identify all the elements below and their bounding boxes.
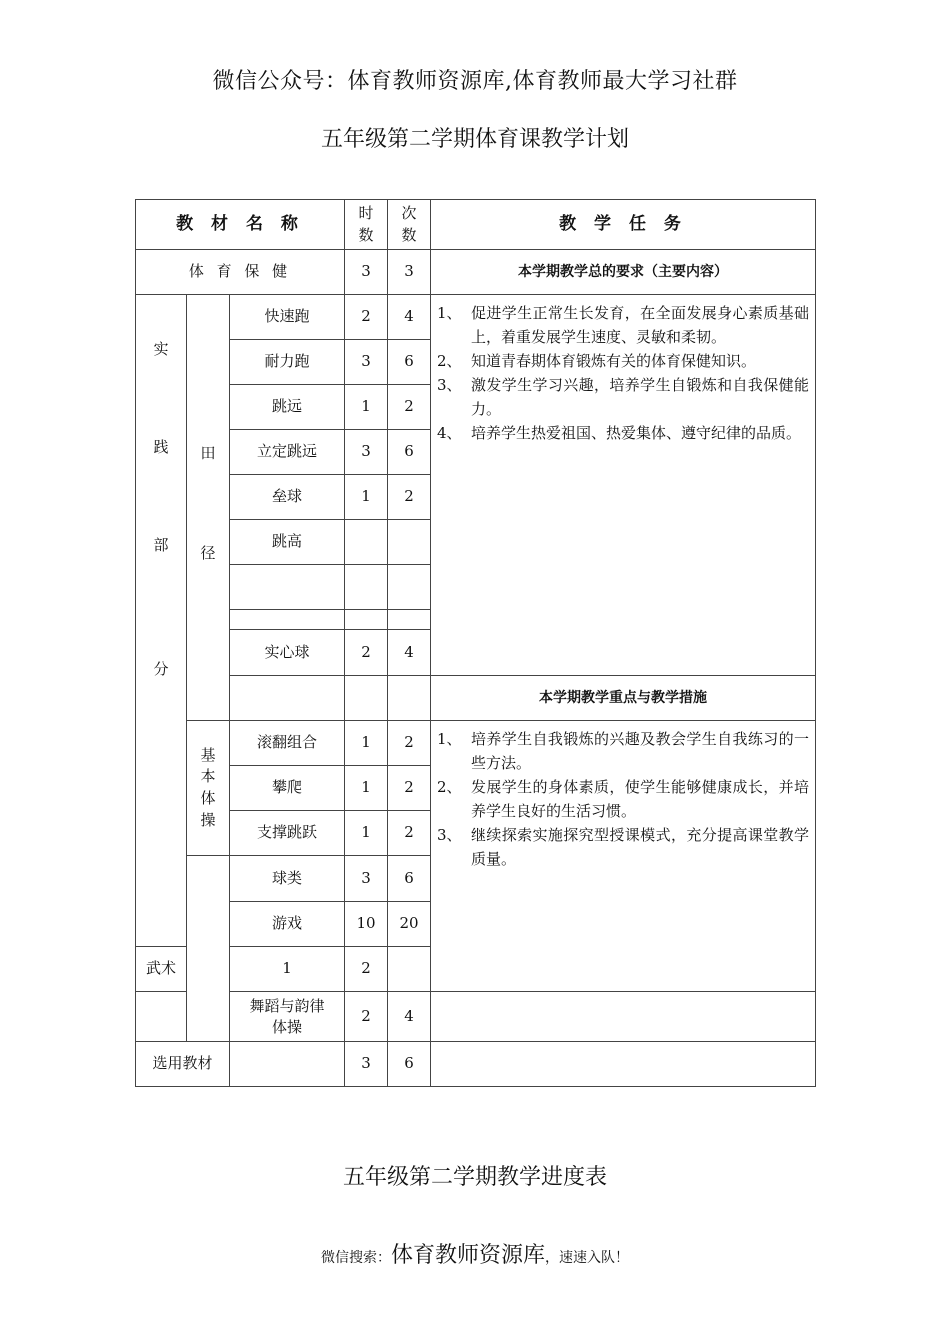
header-times: 次 数 [388, 200, 431, 250]
header-task: 教 学 任 务 [431, 200, 816, 250]
header-material: 教 材 名 称 [136, 200, 345, 250]
empty-cell [230, 676, 345, 721]
empty-cell [431, 1042, 816, 1087]
item-name: 舞蹈与韵律 体操 [230, 992, 345, 1042]
item-name: 滚翻组合 [230, 721, 345, 766]
item-name: 球类 [230, 856, 345, 902]
elective-label: 选用教材 [136, 1042, 230, 1087]
item-times: 2 [388, 721, 431, 766]
gymnastics-label: 基 本 体 操 [187, 721, 230, 856]
table-row [136, 1042, 816, 1087]
item-times: 2 [388, 475, 431, 520]
table-row [136, 250, 816, 295]
item-times: 6 [388, 340, 431, 385]
item-name: 快速跑 [230, 295, 345, 340]
teaching-plan-table [135, 199, 816, 1087]
practice-char: 部 [153, 536, 169, 554]
footer-name: 体育教师资源库 [390, 1243, 545, 1268]
practice-section-label [136, 295, 187, 947]
list-item: 3、 继续探索实施探究型授课模式，充分提高课堂教学质量。 [437, 826, 809, 868]
schedule-title: 五年级第二学期教学进度表 [342, 1165, 607, 1190]
item-hours: 10 [345, 902, 388, 947]
practice-char: 分 [153, 660, 169, 678]
item-hours: 1 [345, 475, 388, 520]
empty-cell [345, 676, 388, 721]
item-times: 4 [388, 295, 431, 340]
others-label [187, 856, 230, 1042]
item-hours: 1 [345, 385, 388, 430]
item-name: 立定跳远 [230, 430, 345, 475]
item-hours [345, 610, 388, 630]
item-name: 攀爬 [230, 766, 345, 811]
item-name: 支撑跳跃 [230, 811, 345, 856]
item-name: 武术 [136, 947, 187, 992]
item-times: 4 [388, 630, 431, 676]
practice-char: 实 [153, 340, 169, 358]
item-times [388, 610, 431, 630]
athletics-char: 径 [200, 544, 216, 562]
item-hours: 3 [345, 430, 388, 475]
item-times: 2 [388, 385, 431, 430]
task-heading-measures: 本学期教学重点与教学措施 [431, 676, 816, 721]
health-label: 体 育 保 健 [136, 250, 345, 295]
item-times: 2 [345, 947, 388, 992]
list-item: 2、 发展学生的身体素质，使学生能够健康成长，并培养学生良好的生活习惯。 [437, 778, 809, 820]
table-row [136, 721, 816, 766]
item-name: 耐力跑 [230, 340, 345, 385]
elective-hours: 3 [345, 1042, 388, 1087]
item-times: 2 [388, 811, 431, 856]
health-times: 3 [388, 250, 431, 295]
item-name [230, 610, 345, 630]
item-times: 2 [388, 766, 431, 811]
document-title: 五年级第二学期体育课教学计划 [320, 127, 629, 152]
item-hours: 2 [345, 295, 388, 340]
item-hours: 2 [345, 992, 388, 1042]
requirements-cell [431, 295, 816, 676]
empty-cell [431, 992, 816, 1042]
item-times: 6 [388, 430, 431, 475]
item-times: 4 [388, 992, 431, 1042]
health-hours: 3 [345, 250, 388, 295]
list-item: 3、 激发学生学习兴趣，培养学生自锻炼和自我保健能力。 [437, 376, 809, 418]
table-row [136, 295, 816, 340]
footer-prefix: 微信搜索： [320, 1250, 391, 1266]
item-name: 跳高 [230, 520, 345, 565]
item-times [388, 565, 431, 610]
task-heading-requirements: 本学期教学总的要求（主要内容） [431, 250, 816, 295]
footer [0, 1238, 950, 1269]
item-name: 实心球 [230, 630, 345, 676]
athletics-label [187, 295, 230, 721]
item-hours: 1 [345, 811, 388, 856]
item-hours: 2 [345, 630, 388, 676]
table-row [136, 992, 816, 1042]
item-hours: 1 [230, 947, 345, 992]
list-item: 2、 知道青春期体育锻炼有关的体育保健知识。 [437, 352, 757, 370]
item-hours: 3 [345, 856, 388, 902]
athletics-char: 田 [200, 444, 216, 462]
empty-cell [388, 676, 431, 721]
empty-cell [136, 992, 187, 1042]
practice-char: 践 [153, 438, 169, 456]
item-hours: 1 [345, 766, 388, 811]
item-hours [345, 520, 388, 565]
item-times: 20 [388, 902, 431, 947]
table-row [136, 676, 816, 721]
measures-list [437, 727, 809, 871]
item-name: 游戏 [230, 902, 345, 947]
item-hours: 3 [345, 340, 388, 385]
measures-cell [431, 721, 816, 992]
header-line: 微信公众号：体育教师资源库,体育教师最大学习社群 [212, 69, 738, 94]
item-name [230, 565, 345, 610]
list-item: 4、 培养学生热爱祖国、热爱集体、遵守纪律的品质。 [437, 424, 802, 442]
item-times [388, 520, 431, 565]
item-hours: 1 [345, 721, 388, 766]
footer-suffix: ，速速入队！ [545, 1250, 629, 1266]
item-name: 垒球 [230, 475, 345, 520]
table-header-row [136, 200, 816, 250]
elective-times: 6 [388, 1042, 431, 1087]
list-item: 1、 培养学生自我锻炼的兴趣及教会学生自我练习的一些方法。 [437, 730, 809, 772]
item-hours [345, 565, 388, 610]
elective-name [230, 1042, 345, 1087]
list-item: 1、 促进学生正常生长发育，在全面发展身心素质基础上，着重发展学生速度、灵敏和柔韧。 [437, 304, 809, 346]
header-hours: 时 数 [345, 200, 388, 250]
item-name: 跳远 [230, 385, 345, 430]
item-times: 6 [388, 856, 431, 902]
requirements-list [437, 301, 809, 445]
